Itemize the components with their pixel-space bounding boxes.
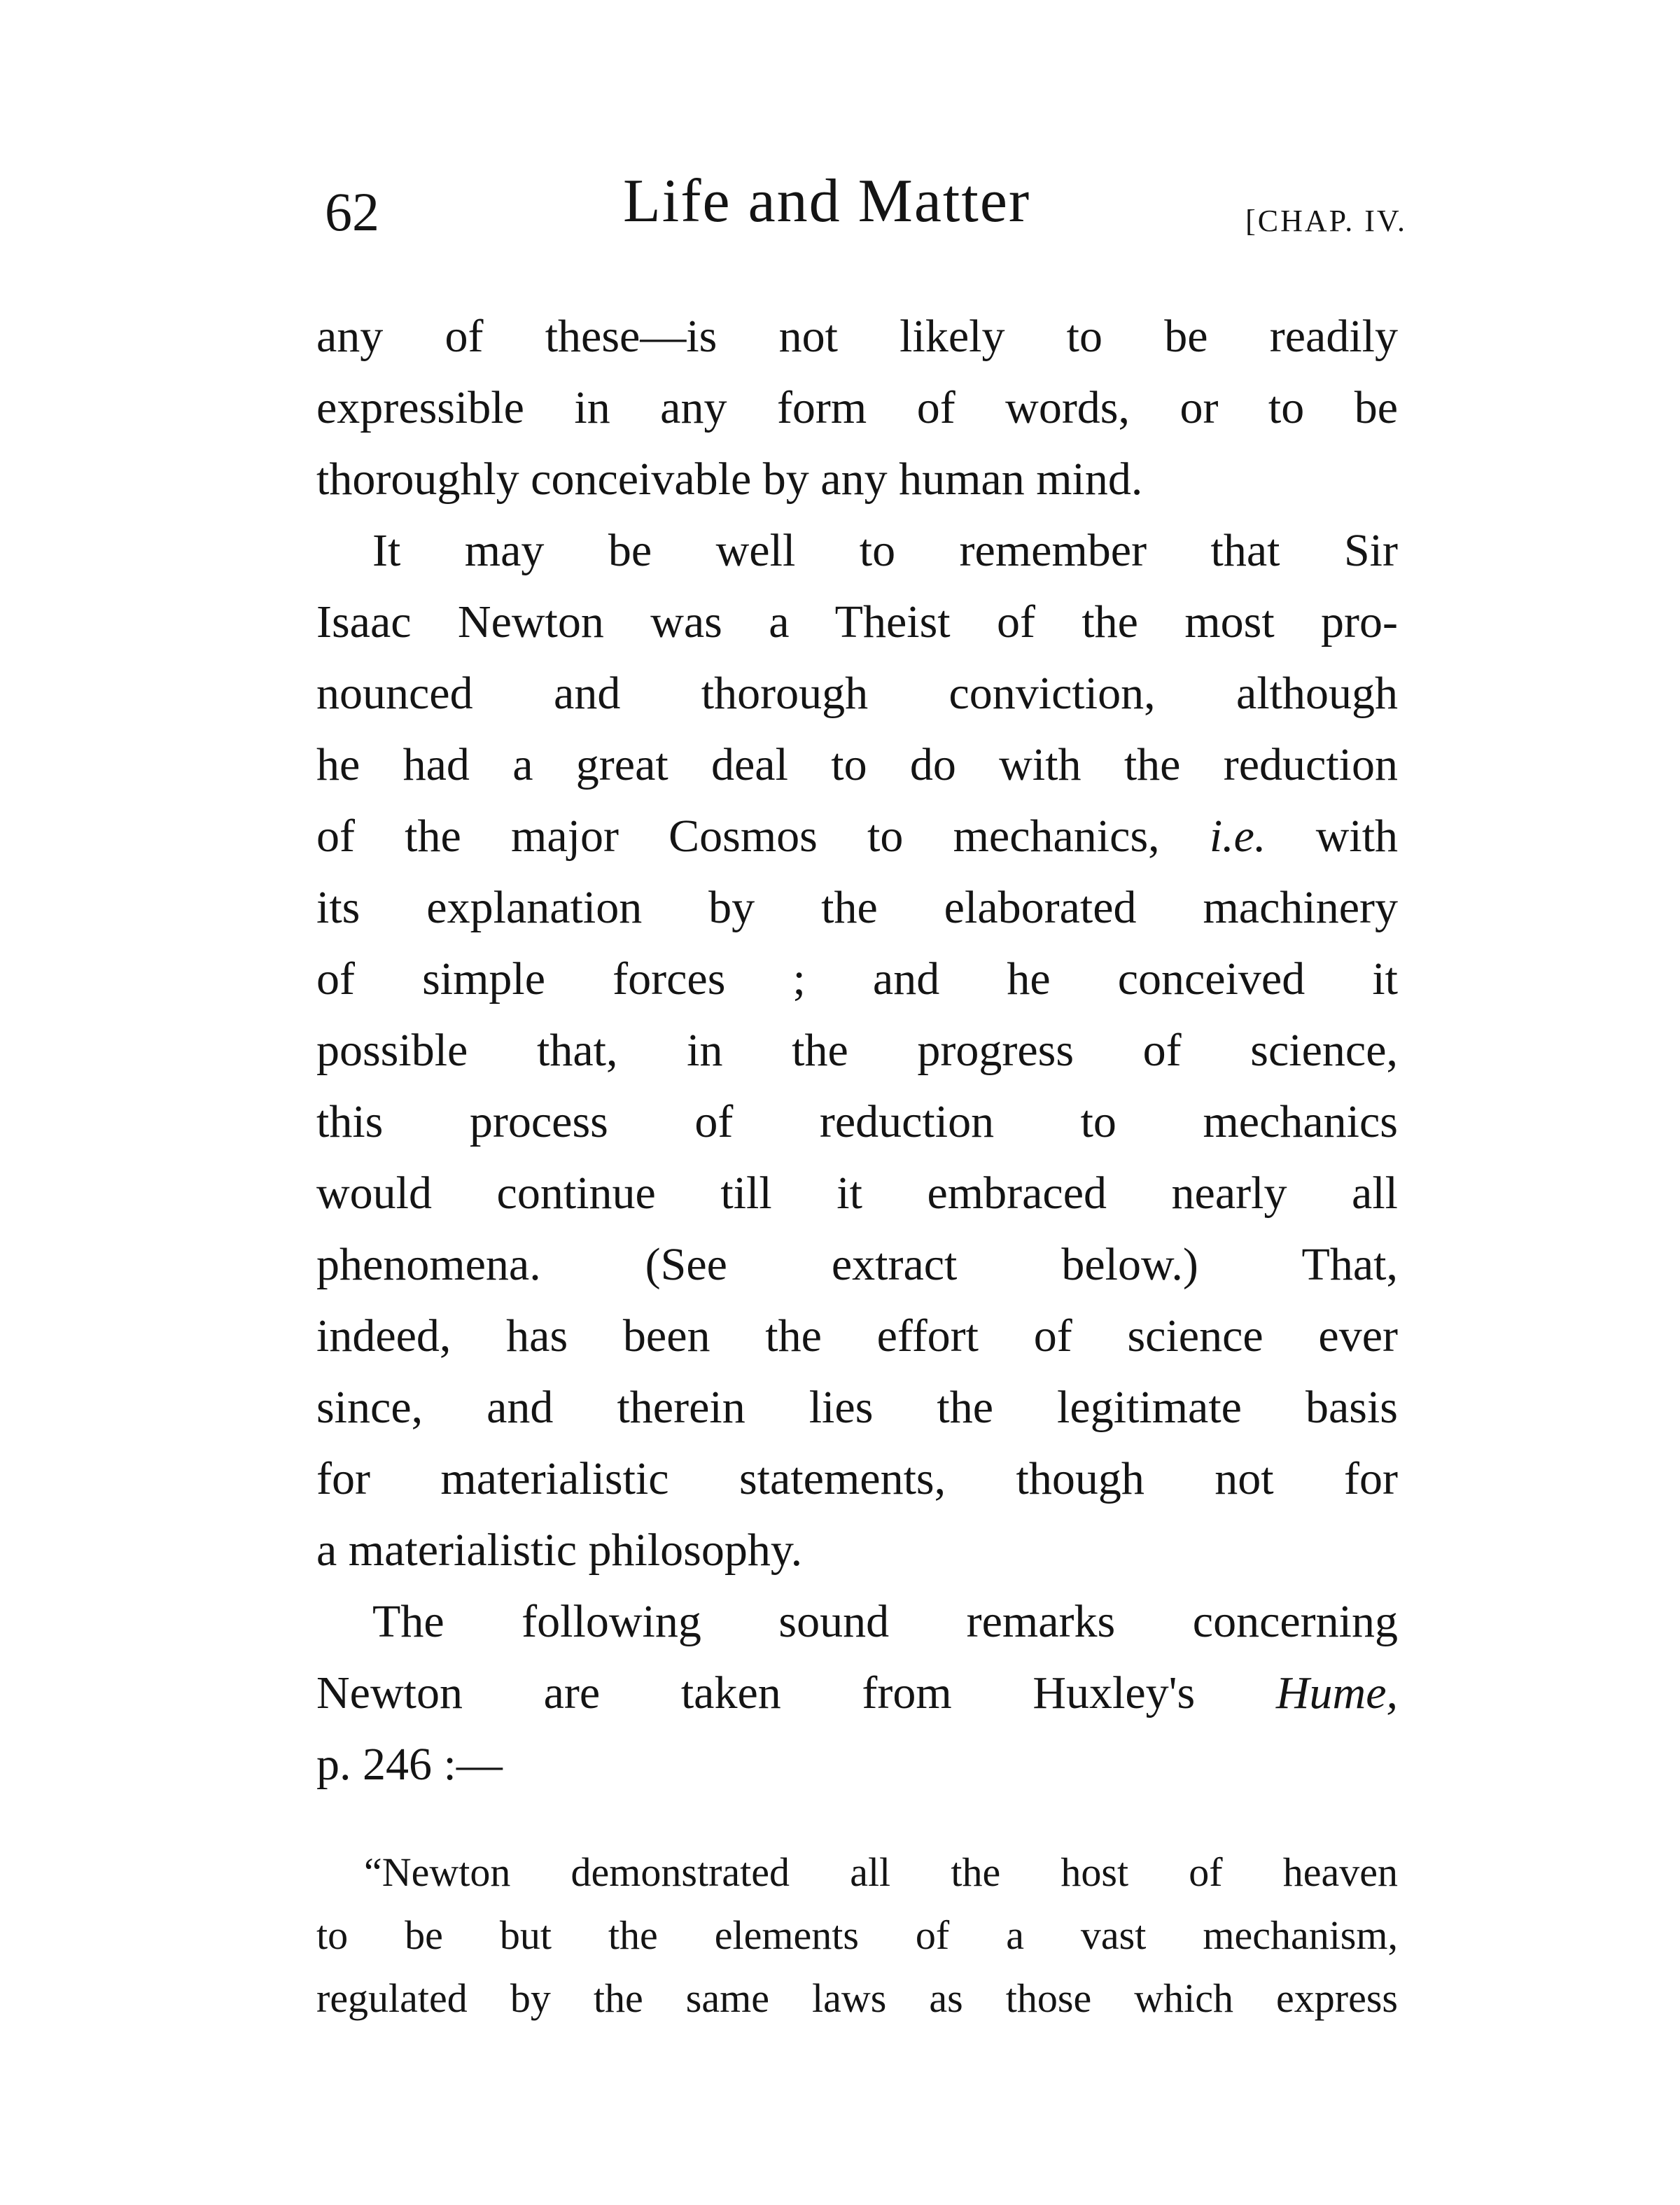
quote-line: to be but the elements of a vast mechanism, [316, 1912, 1398, 1958]
text-line-mixed [316, 1658, 1398, 1729]
text-line: any of these—is not likely to be readily [316, 311, 1398, 362]
chapter-reference: [CHAP. IV. [1245, 204, 1407, 238]
text-line: It may be well to remember that Sir [372, 525, 1398, 576]
text-segment: of the major Cosmos to mechanics, [316, 811, 1160, 862]
italic-abbreviation: i.e. [1209, 811, 1266, 862]
text-line: indeed, has been the effort of science ever [316, 1310, 1398, 1362]
text-line: its explanation by the elaborated machinery [316, 882, 1398, 933]
text-line: Isaac Newton was a Theist of the most pro- [316, 596, 1398, 648]
body-text [316, 301, 1398, 1800]
text-line: a materialistic philosophy. [316, 1525, 803, 1576]
text-line: nounced and thorough conviction, although [316, 668, 1398, 719]
text-line: of simple forces ; and he conceived it [316, 953, 1398, 1004]
quote-line: regulated by the same laws as those which express [316, 1975, 1398, 2021]
quote-line: “Newton demonstrated all the host of heaven [364, 1849, 1398, 1895]
text-line: for materialistic statements, though not for [316, 1453, 1398, 1504]
block-quote [316, 1841, 1398, 2030]
text-line: this process of reduction to mechanics [316, 1096, 1398, 1147]
running-header [315, 161, 1407, 252]
text-line: phenomena. (See extract below.) That, [316, 1239, 1398, 1290]
text-line: since, and therein lies the legitimate basis [316, 1382, 1398, 1433]
text-line: he had a great deal to do with the reduction [316, 739, 1398, 790]
text-segment: with [1315, 811, 1398, 862]
text-line: The following sound remarks concerning [372, 1596, 1398, 1647]
text-line: would continue till it embraced nearly all [316, 1168, 1398, 1219]
page-number: 62 [325, 181, 379, 242]
text-line-mixed [316, 801, 1398, 872]
text-segment: Newton are taken from Huxley's [316, 1667, 1196, 1718]
text-line: expressible in any form of words, or to be [316, 382, 1398, 433]
text-line: possible that, in the progress of science, [316, 1025, 1398, 1076]
text-line: p. 246 :— [316, 1739, 503, 1790]
text-line: thoroughly conceivable by any human mind. [316, 454, 1143, 505]
italic-book-title: Hume, [1275, 1667, 1398, 1718]
running-title: Life and Matter [623, 167, 1031, 235]
